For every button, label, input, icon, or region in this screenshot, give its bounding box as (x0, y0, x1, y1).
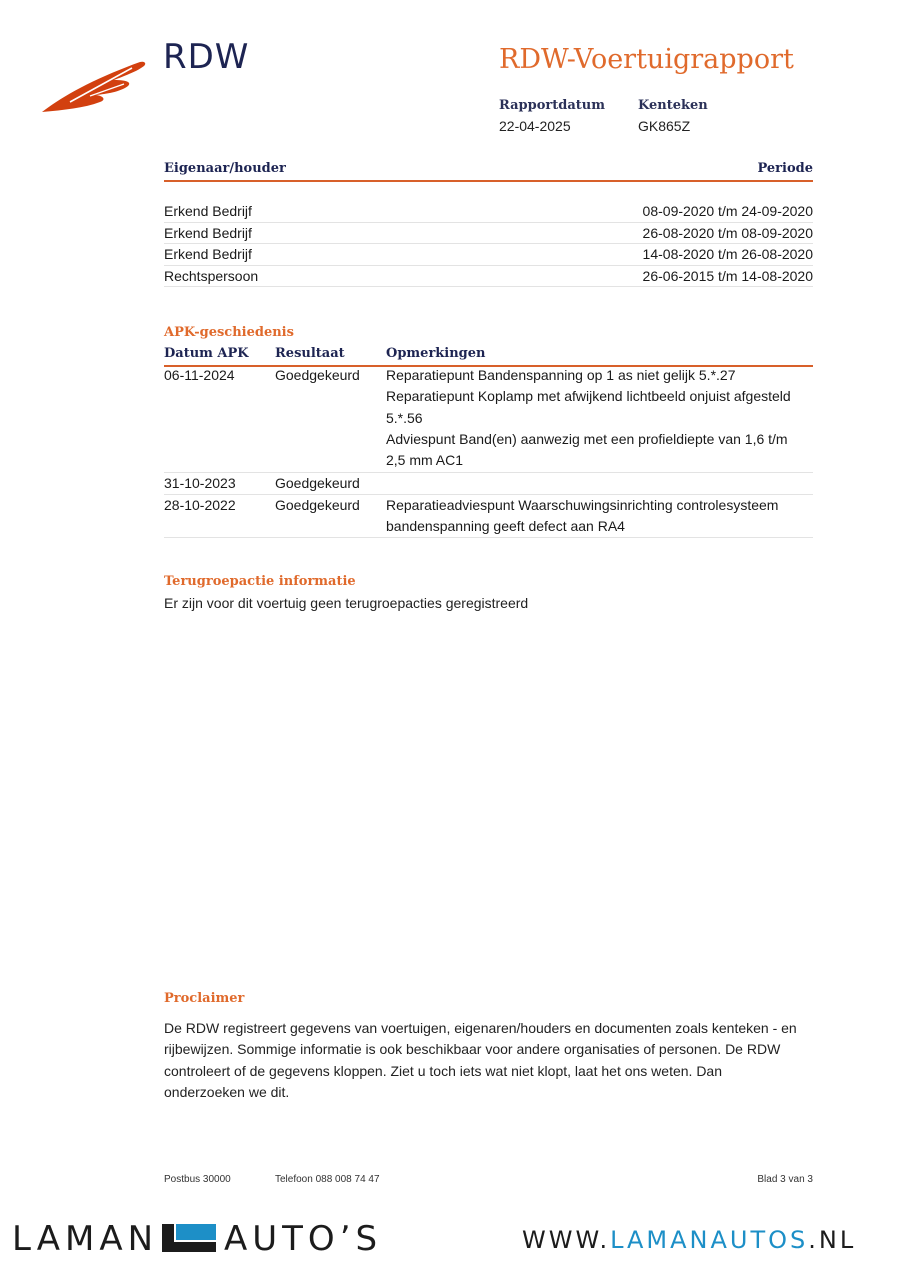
apk-date-cell: 31-10-2023 (164, 475, 236, 491)
dealer-brand-name (12, 1219, 382, 1259)
period-column-header: Periode (757, 161, 813, 176)
owner-column-header: Eigenaar/houder (164, 161, 286, 176)
plate-value: GK865Z (638, 118, 691, 134)
footer-page-number: Blad 3 van 3 (757, 1174, 813, 1185)
rdw-logo-text: RDW (163, 37, 250, 77)
recall-text: Er zijn voor dit voertuig geen terugroepacties geregistreerd (164, 595, 529, 611)
plate-label: Kenteken (638, 98, 708, 113)
apk-date-cell: 28-10-2022 (164, 496, 236, 513)
table-row (164, 201, 813, 223)
rdw-logo-icon (40, 58, 148, 116)
owner-cell: Erkend Bedrijf (164, 246, 252, 263)
apk-result-header: Resultaat (275, 346, 345, 361)
table-row (164, 495, 813, 538)
website-domain: LAMANAUTOS (610, 1226, 809, 1254)
report-title: RDW-Voertuigrapport (499, 44, 794, 75)
apk-result-cell: Goedgekeurd (275, 496, 360, 513)
apk-section-title: APK-geschiedenis (164, 325, 294, 340)
table-row (164, 223, 813, 245)
apk-date-header: Datum APK (164, 346, 249, 361)
period-cell: 08-09-2020 t/m 24-09-2020 (642, 203, 813, 220)
period-cell: 26-08-2020 t/m 08-09-2020 (642, 224, 813, 241)
apk-remarks-cell (386, 365, 806, 471)
apk-remarks-header: Opmerkingen (386, 346, 486, 361)
apk-result-cell: Goedgekeurd (275, 367, 360, 383)
remark-line: Reparatieadviespunt Waarschuwingsinrichting controlesysteem bandenspanning geeft defect aan RA4 (386, 496, 779, 534)
report-date-label: Rapportdatum (499, 98, 605, 113)
website-prefix: WWW. (522, 1226, 611, 1254)
remark-line: Reparatiepunt Bandenspanning op 1 as niet gelijk 5.*.27 (386, 367, 736, 383)
period-cell: 14-08-2020 t/m 26-08-2020 (642, 246, 813, 263)
brand-word-laman: LAMAN (12, 1219, 159, 1259)
report-date-value: 22-04-2025 (499, 118, 571, 134)
table-row (164, 365, 813, 473)
owner-cell: Rechtspersoon (164, 267, 259, 284)
brand-word-autos: AUTO’S (224, 1219, 383, 1259)
table-row (164, 266, 813, 288)
proclaimer-title: Proclaimer (164, 991, 245, 1006)
remark-line: Adviespunt Band(en) aanwezig met een profieldiepte van 1,6 t/m 2,5 mm AC1 (386, 430, 788, 469)
website-suffix: .NL (808, 1226, 857, 1254)
owner-cell: Erkend Bedrijf (164, 203, 252, 220)
footer-phone: Telefoon 088 008 74 47 (275, 1174, 380, 1185)
proclaimer-text: De RDW registreert gegevens van voertuigen, eigenaren/houders en documenten zoals kenteken - en rijbewijzen. Sommige informatie is ook beschikbaar voor andere organisaties of personen. De RDW controleert of de gegevens kloppen. Ziet u toch iets wat niet klopt, laat het ons weten. Dan onderzoeken we dit. (164, 1020, 797, 1100)
brand-block-icon (162, 1224, 216, 1252)
apk-date-cell: 06-11-2024 (164, 367, 235, 383)
footer-address: Postbus 30000 (164, 1174, 231, 1185)
apk-remarks-cell (386, 495, 806, 538)
owner-cell: Erkend Bedrijf (164, 224, 252, 241)
table-row (164, 244, 813, 266)
dealer-website[interactable] (522, 1226, 856, 1254)
recall-section-title: Terugroepactie informatie (164, 574, 356, 589)
table-row (164, 473, 813, 495)
remark-line: Reparatiepunt Koplamp met afwijkend lichtbeeld onjuist afgesteld 5.*.56 (386, 388, 791, 426)
period-cell: 26-06-2015 t/m 14-08-2020 (642, 267, 813, 284)
apk-result-cell: Goedgekeurd (275, 475, 360, 491)
owners-divider (164, 180, 813, 182)
